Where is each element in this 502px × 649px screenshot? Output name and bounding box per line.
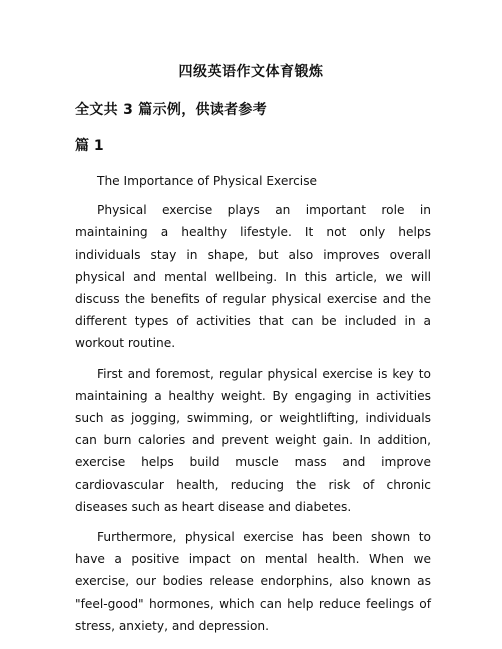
- section-heading: 篇 1: [75, 138, 104, 154]
- document-title: 四级英语作文体育锻炼: [178, 64, 324, 80]
- article-title: The Importance of Physical Exercise: [97, 174, 318, 188]
- document-subtitle: 全文共 3 篇示例，供读者参考: [75, 102, 267, 118]
- paragraph-3: Furthermore, physical exercise has been shown to have a positive impact on mental health. When we exercise, our bodies release endorphins, also known as "feel-good" hormones, which can help reduce feelings of stress, anxiety, and depression.: [75, 530, 431, 633]
- paragraph-1: Physical exercise plays an important role in maintaining a healthy lifestyle. It not only helps individuals stay in shape, but also improves overall physical and mental wellbeing. In this article, we will discuss the benefits of regular physical exercise and the different types of activities that can be included in a workout routine.: [75, 203, 431, 351]
- article-body: [75, 170, 431, 645]
- paragraph-2: First and foremost, regular physical exercise is key to maintaining a healthy weight. By engaging in activities such as jogging, swimming, or weightlifting, individuals can burn calories and prevent weight gain. In addition, exercise helps build muscle mass and improve cardiovascular health, reducing the risk of chronic diseases such as heart disease and diabetes.: [75, 366, 431, 514]
